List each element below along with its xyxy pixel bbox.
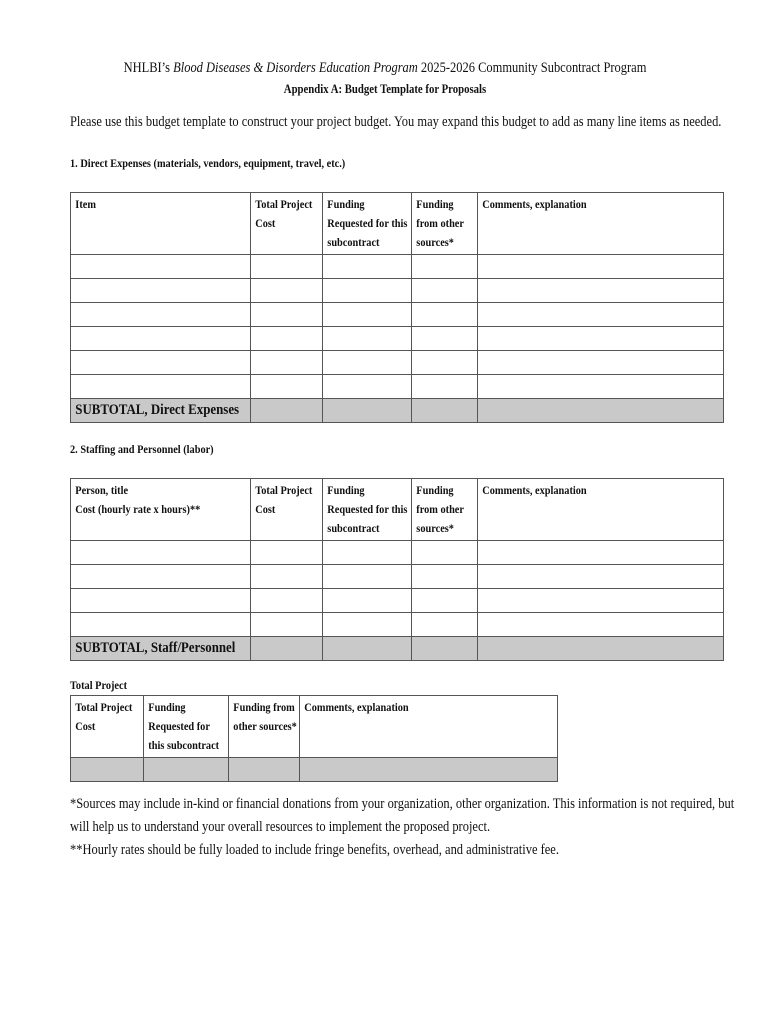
table-row (71, 613, 724, 637)
input-cell[interactable] (323, 375, 412, 399)
subtotal-direct-label: SUBTOTAL, Direct Expenses (75, 402, 240, 418)
input-cell[interactable] (251, 565, 323, 589)
section3-title: Total Project (70, 678, 128, 692)
input-cell[interactable] (478, 565, 724, 589)
title-program-name: Blood Diseases & Disorders Education Program (173, 60, 418, 76)
intro-text: Please use this budget template to construct your project budget. You may expand this budget to add as many line items as needed. (70, 114, 722, 130)
table-header-row (71, 479, 724, 541)
input-cell[interactable] (251, 327, 323, 351)
input-cell[interactable] (478, 589, 724, 613)
staffing-table (70, 478, 724, 661)
input-cell[interactable] (412, 613, 478, 637)
input-cell[interactable] (251, 375, 323, 399)
input-cell[interactable] (478, 399, 724, 423)
input-cell[interactable] (251, 351, 323, 375)
input-cell[interactable] (323, 565, 412, 589)
col-funding-requested: Funding Requested for this subcontract (148, 700, 220, 752)
col-funding-requested: Funding Requested for this subcontract (327, 483, 408, 535)
input-cell[interactable] (71, 565, 251, 589)
section2-title: 2. Staffing and Personnel (labor) (70, 442, 214, 456)
table-row (71, 375, 724, 399)
input-cell[interactable] (323, 613, 412, 637)
table-row (71, 303, 724, 327)
table-row (71, 541, 724, 565)
input-cell[interactable] (323, 351, 412, 375)
input-cell[interactable] (251, 589, 323, 613)
input-cell[interactable] (323, 279, 412, 303)
input-cell[interactable] (323, 589, 412, 613)
input-cell[interactable] (71, 351, 251, 375)
footnote-hourly: **Hourly rates should be fully loaded to include fringe benefits, overhead, and administrative fee. (70, 842, 559, 858)
input-cell[interactable] (251, 541, 323, 565)
input-cell[interactable] (478, 327, 724, 351)
footnotes (70, 793, 735, 862)
table-header-row (71, 696, 558, 758)
appendix-title: Appendix A: Budget Template for Proposals (283, 82, 487, 96)
input-cell[interactable] (412, 279, 478, 303)
input-cell[interactable] (478, 375, 724, 399)
input-cell[interactable] (478, 613, 724, 637)
footnote-sources-2: will help us to understand your overall resources to implement the proposed project. (70, 819, 491, 835)
input-cell[interactable] (412, 399, 478, 423)
header-cell (229, 696, 300, 758)
col-comments: Comments, explanation (482, 197, 587, 211)
input-cell[interactable] (412, 351, 478, 375)
footnote-sources-1: *Sources may include in-kind or financial donations from your organization, other organization. This information is not required, but (70, 796, 735, 812)
table-row (71, 255, 724, 279)
input-cell[interactable] (71, 758, 144, 782)
input-cell[interactable] (478, 541, 724, 565)
col-comments: Comments, explanation (304, 700, 409, 714)
header-cell (412, 193, 478, 255)
input-cell[interactable] (251, 255, 323, 279)
input-cell[interactable] (71, 375, 251, 399)
header-cell (251, 193, 323, 255)
title-suffix: 2025-2026 Community Subcontract Program (417, 60, 647, 76)
input-cell[interactable] (300, 758, 558, 782)
input-cell[interactable] (478, 255, 724, 279)
input-cell[interactable] (229, 758, 300, 782)
input-cell[interactable] (323, 399, 412, 423)
input-cell[interactable] (478, 351, 724, 375)
input-cell[interactable] (251, 399, 323, 423)
table-row (71, 327, 724, 351)
input-cell[interactable] (71, 255, 251, 279)
input-cell[interactable] (478, 637, 724, 661)
input-cell[interactable] (71, 613, 251, 637)
input-cell[interactable] (323, 303, 412, 327)
section1-title: 1. Direct Expenses (materials, vendors, equipment, travel, etc.) (70, 156, 346, 170)
total-row (71, 758, 558, 782)
input-cell[interactable] (71, 279, 251, 303)
header-cell (323, 193, 412, 255)
header-cell (144, 696, 229, 758)
col-total-cost: Total Project Cost (255, 483, 313, 516)
input-cell[interactable] (144, 758, 229, 782)
input-cell[interactable] (71, 327, 251, 351)
subtotal-row (71, 399, 724, 423)
input-cell[interactable] (412, 565, 478, 589)
input-cell[interactable] (323, 541, 412, 565)
header-cell (251, 479, 323, 541)
input-cell[interactable] (71, 589, 251, 613)
col-total-cost: Total Project Cost (75, 700, 133, 733)
input-cell[interactable] (71, 541, 251, 565)
input-cell[interactable] (251, 613, 323, 637)
header-cell (478, 193, 724, 255)
col-funding-other: Funding from other sources* (416, 197, 464, 249)
input-cell[interactable] (251, 637, 323, 661)
input-cell[interactable] (478, 279, 724, 303)
header-cell (71, 696, 144, 758)
header-cell (478, 479, 724, 541)
header-cell (71, 479, 251, 541)
input-cell[interactable] (251, 279, 323, 303)
subtotal-label-cell (71, 399, 251, 423)
table-row (71, 565, 724, 589)
input-cell[interactable] (71, 303, 251, 327)
input-cell[interactable] (412, 255, 478, 279)
col-item: Item (75, 197, 96, 211)
subtotal-row (71, 637, 724, 661)
input-cell[interactable] (412, 541, 478, 565)
input-cell[interactable] (323, 637, 412, 661)
table-row (71, 351, 724, 375)
table-row (71, 279, 724, 303)
col-funding-other: Funding from other sources* (233, 700, 297, 733)
title-prefix: NHLBI’s (123, 60, 174, 76)
total-project-table (70, 695, 558, 782)
input-cell[interactable] (323, 327, 412, 351)
input-cell[interactable] (412, 637, 478, 661)
subtotal-label-cell (71, 637, 251, 661)
table-row (71, 589, 724, 613)
header-cell (323, 479, 412, 541)
input-cell[interactable] (323, 255, 412, 279)
col-comments: Comments, explanation (482, 483, 587, 497)
subtotal-staff-label: SUBTOTAL, Staff/Personnel (75, 640, 236, 656)
header-cell (71, 193, 251, 255)
col-funding-other: Funding from other sources* (416, 483, 464, 535)
input-cell[interactable] (412, 327, 478, 351)
input-cell[interactable] (412, 589, 478, 613)
input-cell[interactable] (412, 375, 478, 399)
col-person: Person, title Cost (hourly rate x hours)** (75, 483, 201, 516)
col-funding-requested: Funding Requested for this subcontract (327, 197, 408, 249)
col-total-cost: Total Project Cost (255, 197, 313, 230)
program-title (54, 60, 716, 77)
input-cell[interactable] (412, 303, 478, 327)
table-header-row (71, 193, 724, 255)
direct-expenses-table (70, 192, 724, 423)
header-cell (412, 479, 478, 541)
header-cell (300, 696, 558, 758)
input-cell[interactable] (478, 303, 724, 327)
input-cell[interactable] (251, 303, 323, 327)
